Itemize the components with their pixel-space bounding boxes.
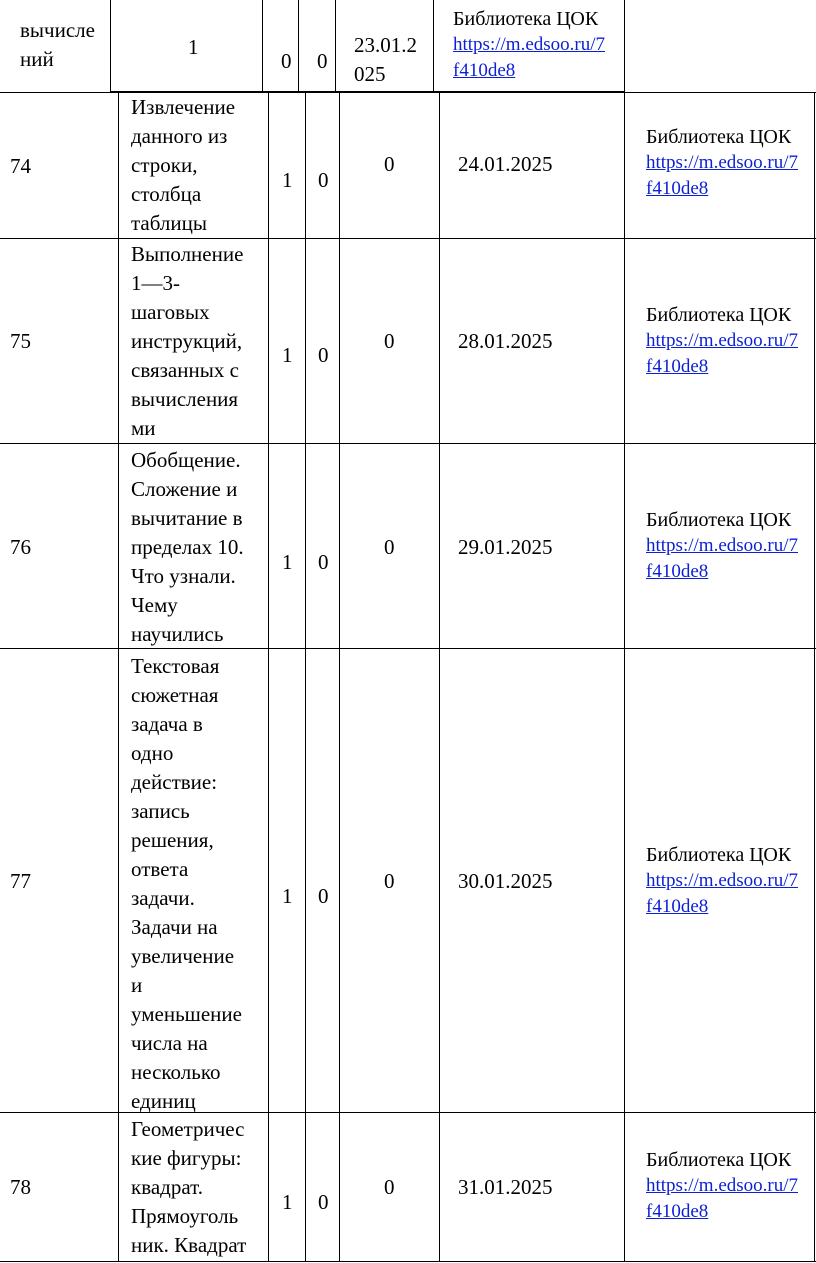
- resource-link-line[interactable]: f410de8: [453, 60, 516, 81]
- resource-link[interactable]: [646, 868, 798, 920]
- topic-line: несколько: [131, 1060, 221, 1084]
- practice-cell: 0: [384, 152, 395, 176]
- resource-cell: [646, 302, 798, 380]
- row-number: 76: [10, 535, 31, 559]
- resource-cell: [453, 6, 605, 84]
- control-cell: 0: [318, 343, 329, 367]
- topic-line: вычитание в: [131, 506, 243, 530]
- topic-line: вычисле: [20, 18, 95, 42]
- topic-cell: [131, 652, 242, 1116]
- hours-cell: 1: [282, 343, 293, 367]
- topic-line: единиц: [131, 1089, 196, 1113]
- resource-link-line[interactable]: f410de8: [646, 1201, 709, 1222]
- row-number: 77: [10, 869, 31, 893]
- resource-link-line[interactable]: https://m.edsoo.ru/7: [646, 152, 798, 173]
- table-border: [624, 92, 625, 1262]
- hours-cell: 1: [188, 35, 199, 59]
- resource-link-line[interactable]: https://m.edsoo.ru/7: [646, 1175, 798, 1196]
- resource-title: Библиотека ЦОК: [646, 304, 792, 326]
- topic-line: ми: [131, 416, 156, 440]
- resource-link[interactable]: [646, 1173, 798, 1225]
- topic-line: сюжетная: [131, 683, 219, 707]
- table-border: [339, 92, 340, 1262]
- resource-link-line[interactable]: https://m.edsoo.ru/7: [646, 330, 798, 351]
- table-border: [262, 0, 263, 92]
- topic-line: кие фигуры:: [131, 1146, 242, 1170]
- resource-link-line[interactable]: https://m.edsoo.ru/7: [646, 870, 798, 891]
- topic-line: Задачи на: [131, 915, 218, 939]
- topic-cell: [131, 1115, 246, 1260]
- table-border: [0, 1112, 816, 1113]
- practice-cell: 0: [384, 1175, 395, 1199]
- resource-title: Библиотека ЦОК: [646, 844, 792, 866]
- resource-title: Библиотека ЦОК: [646, 126, 792, 148]
- topic-line: 1—3-: [131, 271, 180, 295]
- resource-title: Библиотека ЦОК: [646, 1149, 792, 1171]
- control-cell: 0: [318, 168, 329, 192]
- topic-line: одно: [131, 741, 174, 765]
- table-border: [268, 92, 269, 1262]
- topic-line: числа на: [131, 1031, 208, 1055]
- topic-cell: [131, 93, 235, 238]
- topic-line: строки,: [131, 153, 198, 177]
- topic-line: инструкций,: [131, 329, 243, 353]
- control-cell: 0: [281, 49, 292, 73]
- resource-link-line[interactable]: f410de8: [646, 178, 709, 199]
- topic-cell: [20, 16, 95, 74]
- table-border: [0, 238, 816, 239]
- topic-line: ник. Квадрат: [131, 1233, 247, 1257]
- practice-cell: 0: [384, 869, 395, 893]
- table-border: [0, 1261, 816, 1262]
- row-number: 78: [10, 1175, 31, 1199]
- table-border: [0, 648, 816, 649]
- hours-cell: 1: [282, 1190, 293, 1214]
- resource-cell: [646, 507, 798, 585]
- resource-link[interactable]: [646, 533, 798, 585]
- table-border: [0, 92, 816, 93]
- table-border: [335, 0, 336, 92]
- table-border: [439, 92, 440, 1262]
- topic-line: данного из: [131, 124, 228, 148]
- resource-link-line[interactable]: https://m.edsoo.ru/7: [646, 535, 798, 556]
- topic-line: ответа: [131, 857, 189, 881]
- table-border: [814, 92, 815, 1262]
- topic-line: решения,: [131, 828, 214, 852]
- hours-cell: 1: [282, 884, 293, 908]
- resource-title: Библиотека ЦОК: [453, 8, 599, 30]
- topic-cell: [131, 240, 243, 443]
- table-border: [0, 443, 816, 444]
- topic-line: шаговых: [131, 300, 210, 324]
- topic-line: и: [131, 973, 143, 997]
- topic-line: Что узнали.: [131, 564, 236, 588]
- date-cell: [354, 31, 417, 89]
- topic-line: квадрат.: [131, 1175, 203, 1199]
- topic-line: задача в: [131, 712, 203, 736]
- resource-title: Библиотека ЦОК: [646, 509, 792, 531]
- date-line: 025: [354, 62, 386, 86]
- topic-line: Сложение и: [131, 477, 238, 501]
- resource-cell: [646, 842, 798, 920]
- topic-line: столбца: [131, 182, 202, 206]
- table-border: [305, 92, 306, 1262]
- topic-line: Извлечение: [131, 95, 236, 119]
- table-border: [110, 0, 111, 92]
- topic-line: Обобщение.: [131, 448, 241, 472]
- date-cell: 31.01.2025: [458, 1175, 553, 1199]
- topic-line: пределах 10.: [131, 535, 244, 559]
- topic-line: Чему: [131, 593, 178, 617]
- date-cell: 29.01.2025: [458, 535, 553, 559]
- date-cell: 24.01.2025: [458, 152, 553, 176]
- resource-link[interactable]: [453, 32, 605, 84]
- topic-line: таблицы: [131, 211, 207, 235]
- topic-line: Прямоуголь: [131, 1204, 239, 1228]
- date-cell: 28.01.2025: [458, 329, 553, 353]
- resource-link-line[interactable]: f410de8: [646, 896, 709, 917]
- topic-line: ний: [20, 47, 54, 71]
- resource-link[interactable]: [646, 150, 798, 202]
- resource-cell: [646, 124, 798, 202]
- row-number: 75: [10, 329, 31, 353]
- topic-line: вычисления: [131, 387, 239, 411]
- topic-line: уменьшение: [131, 1002, 242, 1026]
- table-border: [118, 92, 119, 1262]
- topic-cell: [131, 446, 244, 649]
- practice-cell: 0: [384, 535, 395, 559]
- practice-cell: 0: [317, 49, 328, 73]
- resource-cell: [646, 1147, 798, 1225]
- topic-line: действие:: [131, 770, 218, 794]
- topic-line: задачи.: [131, 886, 195, 910]
- control-cell: 0: [318, 1190, 329, 1214]
- topic-line: Геометричес: [131, 1117, 245, 1141]
- resource-link[interactable]: [646, 328, 798, 380]
- row-number: 74: [10, 154, 31, 178]
- resource-link-line[interactable]: https://m.edsoo.ru/7: [453, 34, 605, 55]
- topic-line: научились: [131, 622, 224, 646]
- resource-link-line[interactable]: f410de8: [646, 561, 709, 582]
- resource-link-line[interactable]: f410de8: [646, 356, 709, 377]
- practice-cell: 0: [384, 329, 395, 353]
- topic-line: связанных с: [131, 358, 239, 382]
- table-border: [624, 0, 625, 92]
- date-cell: 30.01.2025: [458, 869, 553, 893]
- topic-line: Текстовая: [131, 654, 220, 678]
- table-border: [433, 0, 434, 92]
- topic-line: Выполнение: [131, 242, 244, 266]
- hours-cell: 1: [282, 550, 293, 574]
- topic-line: запись: [131, 799, 190, 823]
- date-line: 23.01.2: [354, 33, 417, 57]
- hours-cell: 1: [282, 168, 293, 192]
- topic-line: увеличение: [131, 944, 235, 968]
- control-cell: 0: [318, 884, 329, 908]
- table-border: [298, 0, 299, 92]
- control-cell: 0: [318, 550, 329, 574]
